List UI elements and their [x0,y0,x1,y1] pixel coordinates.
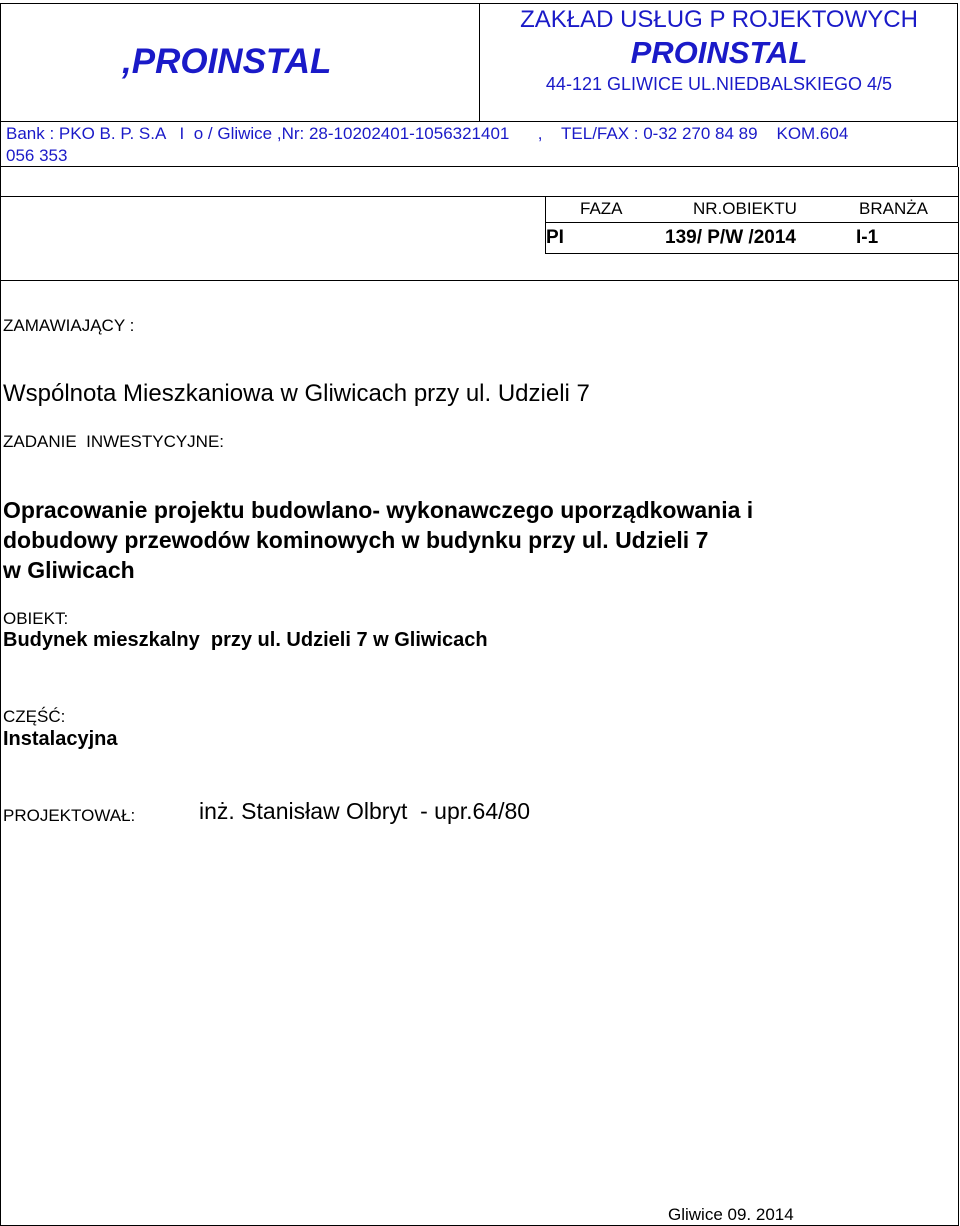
company-logo: ,PROINSTAL [122,42,332,81]
projektowal-label: PROJEKTOWAŁ: [3,806,136,825]
value-faza: PI [546,227,564,248]
zadanie-label: ZADANIE INWESTYCYJNE: [3,432,225,451]
zadanie-line-1: Opracowanie projektu budowlano- wykonawczego uporządkowania i [3,497,754,523]
czesc-label: CZĘŚĆ: [3,707,66,726]
company-name: PROINSTAL [630,35,808,70]
page-left-border [0,167,1,1226]
zadanie-line-3: w Gliwicach [3,557,135,583]
project-band-top [0,196,958,197]
page-right-border [958,167,959,1226]
project-table-mid [545,222,958,223]
bank-line-2: 056 353 [6,146,68,165]
column-faza: FAZA [580,199,623,218]
column-branza: BRANŻA [859,199,928,218]
obiekt-value: Budynek mieszkalny przy ul. Udzieli 7 w Gliwicach [3,629,488,651]
document-date: Gliwice 09. 2014 [668,1205,794,1224]
zamawiajacy-label: ZAMAWIAJĄCY : [3,316,135,335]
projektowal-value: inż. Stanisław Olbryt - upr.64/80 [199,798,531,824]
header-bottom-rule [0,121,958,122]
zadanie-line-2: dobudowy przewodów kominowych w budynku przy ul. Udzieli 7 [3,527,709,553]
column-nr-obiektu: NR.OBIEKTU [693,199,797,218]
value-nr-obiektu: 139/ P/W /2014 [665,227,796,248]
czesc-value: Instalacyjna [3,728,118,750]
project-band-bottom [0,280,958,281]
company-address: 44-121 GLIWICE UL.NIEDBALSKIEGO 4/5 [545,74,893,94]
company-line: ZAKŁAD USŁUG P ROJEKTOWYCH [520,6,918,33]
project-table-bottom [545,253,958,254]
value-branza: I-1 [856,227,879,248]
bank-line: Bank : PKO B. P. S.A I o / Gliwice ,Nr: 28-10202401-1056321401 , TEL/FAX : 0-32 270 84 89 KOM.604 [6,124,849,143]
zamawiajacy-value: Wspólnota Mieszkaniowa w Gliwicach przy ul. Udzieli 7 [3,380,590,407]
obiekt-label: OBIEKT: [3,609,69,628]
